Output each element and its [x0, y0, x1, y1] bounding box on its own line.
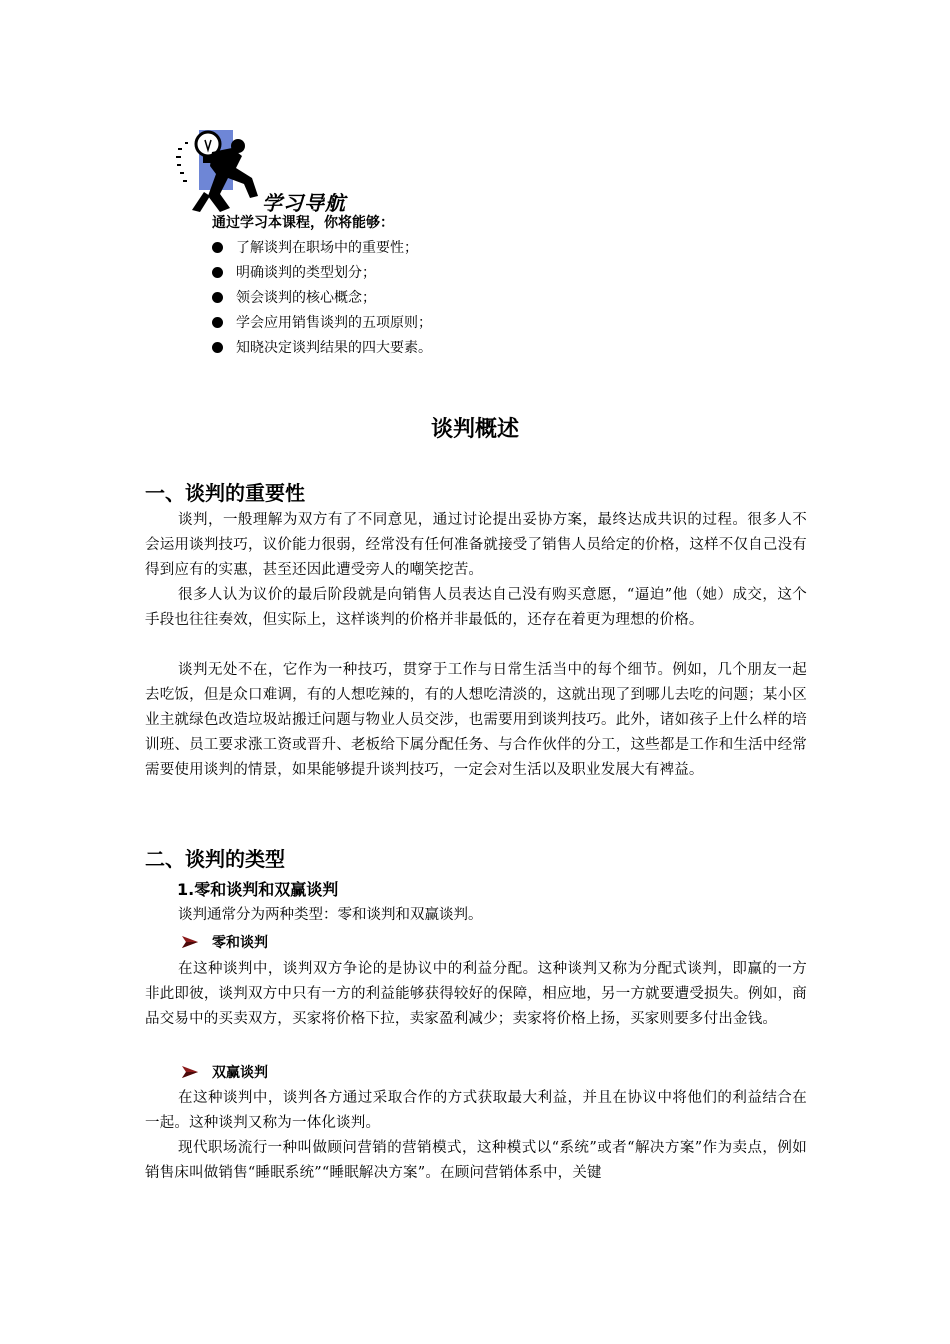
paragraph: 很多人认为议价的最后阶段就是向销售人员表达自己没有购买意愿，“逼迫”他（她）成交，这个手段也往往奏效，但实际上，这样谈判的价格并非最低的，还存在着更为理想的价格。 — [145, 587, 807, 628]
list-item — [212, 336, 432, 361]
goal-text: 知晓决定谈判结果的四大要素。 — [236, 340, 432, 356]
goal-text: 领会谈判的核心概念； — [236, 290, 376, 306]
arrow-bullet-icon — [180, 1064, 200, 1080]
lightbulb-runner-icon — [172, 122, 268, 214]
paragraph: 谈判无处不在，它作为一种技巧，贯穿于工作与日常生活当中的每个细节。例如，几个朋友一起去吃饭，但是众口难调，有的人想吃辣的，有的人想吃清淡的，这就出现了到哪儿去吃的问题；某小区业主就绿色改造垃圾站搬迁问题与物业人员交涉，也需要用到谈判技巧。此外，诸如孩子上什么样的培训班、员工要求涨工资或晋升、老板给下属分配任务、与合作伙伴的分工，这些都是工作和生活中经常需要使用谈判的情景，如果能够提升谈判技巧，一定会对生活以及职业发展大有裨益。 — [145, 662, 807, 778]
section-heading-types: 二、谈判的类型 — [145, 847, 285, 871]
bullet-icon — [212, 267, 223, 278]
paragraph: 在这种谈判中，谈判双方争论的是协议中的利益分配。这种谈判又称为分配式谈判，即赢的一方非此即彼，谈判双方中只有一方的利益能够获得较好的保障，相应地，另一方就要遭受损失。例如，商品交易中的买卖双方，买家将价格下拉，卖家盈利减少；卖家将价格上扬，买家则要多付出金钱。 — [145, 961, 807, 1027]
goal-text: 明确谈判的类型划分； — [236, 265, 376, 281]
zero-sum-label: 零和谈判 — [212, 935, 268, 951]
learning-goals-list — [212, 236, 432, 361]
bullet-icon — [212, 292, 223, 303]
paragraph: 现代职场流行一种叫做顾问营销的营销模式，这种模式以“系统”或者“解决方案”作为卖点，例如销售床叫做销售“睡眠系统”“睡眠解决方案”。在顾问营销体系中，关键 — [145, 1140, 807, 1181]
list-item — [212, 236, 432, 261]
bullet-icon — [212, 317, 223, 328]
list-item — [212, 261, 432, 286]
paragraph: 谈判，一般理解为双方有了不同意见，通过讨论提出妥协方案，最终达成共识的过程。很多人不会运用谈判技巧，议价能力很弱，经常没有任何准备就接受了销售人员给定的价格，这样不仅自己没有得到应有的实惠，甚至还因此遭受旁人的嘲笑挖苦。 — [145, 512, 807, 578]
zero-sum-heading — [180, 932, 268, 954]
types-intro: 谈判通常分为两种类型：零和谈判和双赢谈判。 — [178, 907, 483, 923]
guide-title: 学习导航 — [262, 191, 346, 215]
arrow-bullet-icon — [180, 934, 200, 950]
guide-intro: 通过学习本课程，你将能够： — [212, 215, 394, 231]
list-item — [212, 311, 432, 336]
section-heading-importance: 一、谈判的重要性 — [145, 481, 305, 505]
goal-text: 学会应用销售谈判的五项原则； — [236, 315, 432, 331]
list-item — [212, 286, 432, 311]
document-title: 谈判概述 — [430, 417, 519, 442]
bullet-icon — [212, 242, 223, 253]
sub-heading: 1.零和谈判和双赢谈判 — [177, 880, 339, 899]
win-win-heading — [180, 1062, 268, 1084]
win-win-label: 双赢谈判 — [212, 1065, 268, 1081]
goal-text: 了解谈判在职场中的重要性； — [236, 240, 418, 256]
paragraph: 在这种谈判中，谈判各方通过采取合作的方式获取最大利益，并且在协议中将他们的利益结合在一起。这种谈判又称为一体化谈判。 — [145, 1090, 807, 1131]
bullet-icon — [212, 342, 223, 353]
